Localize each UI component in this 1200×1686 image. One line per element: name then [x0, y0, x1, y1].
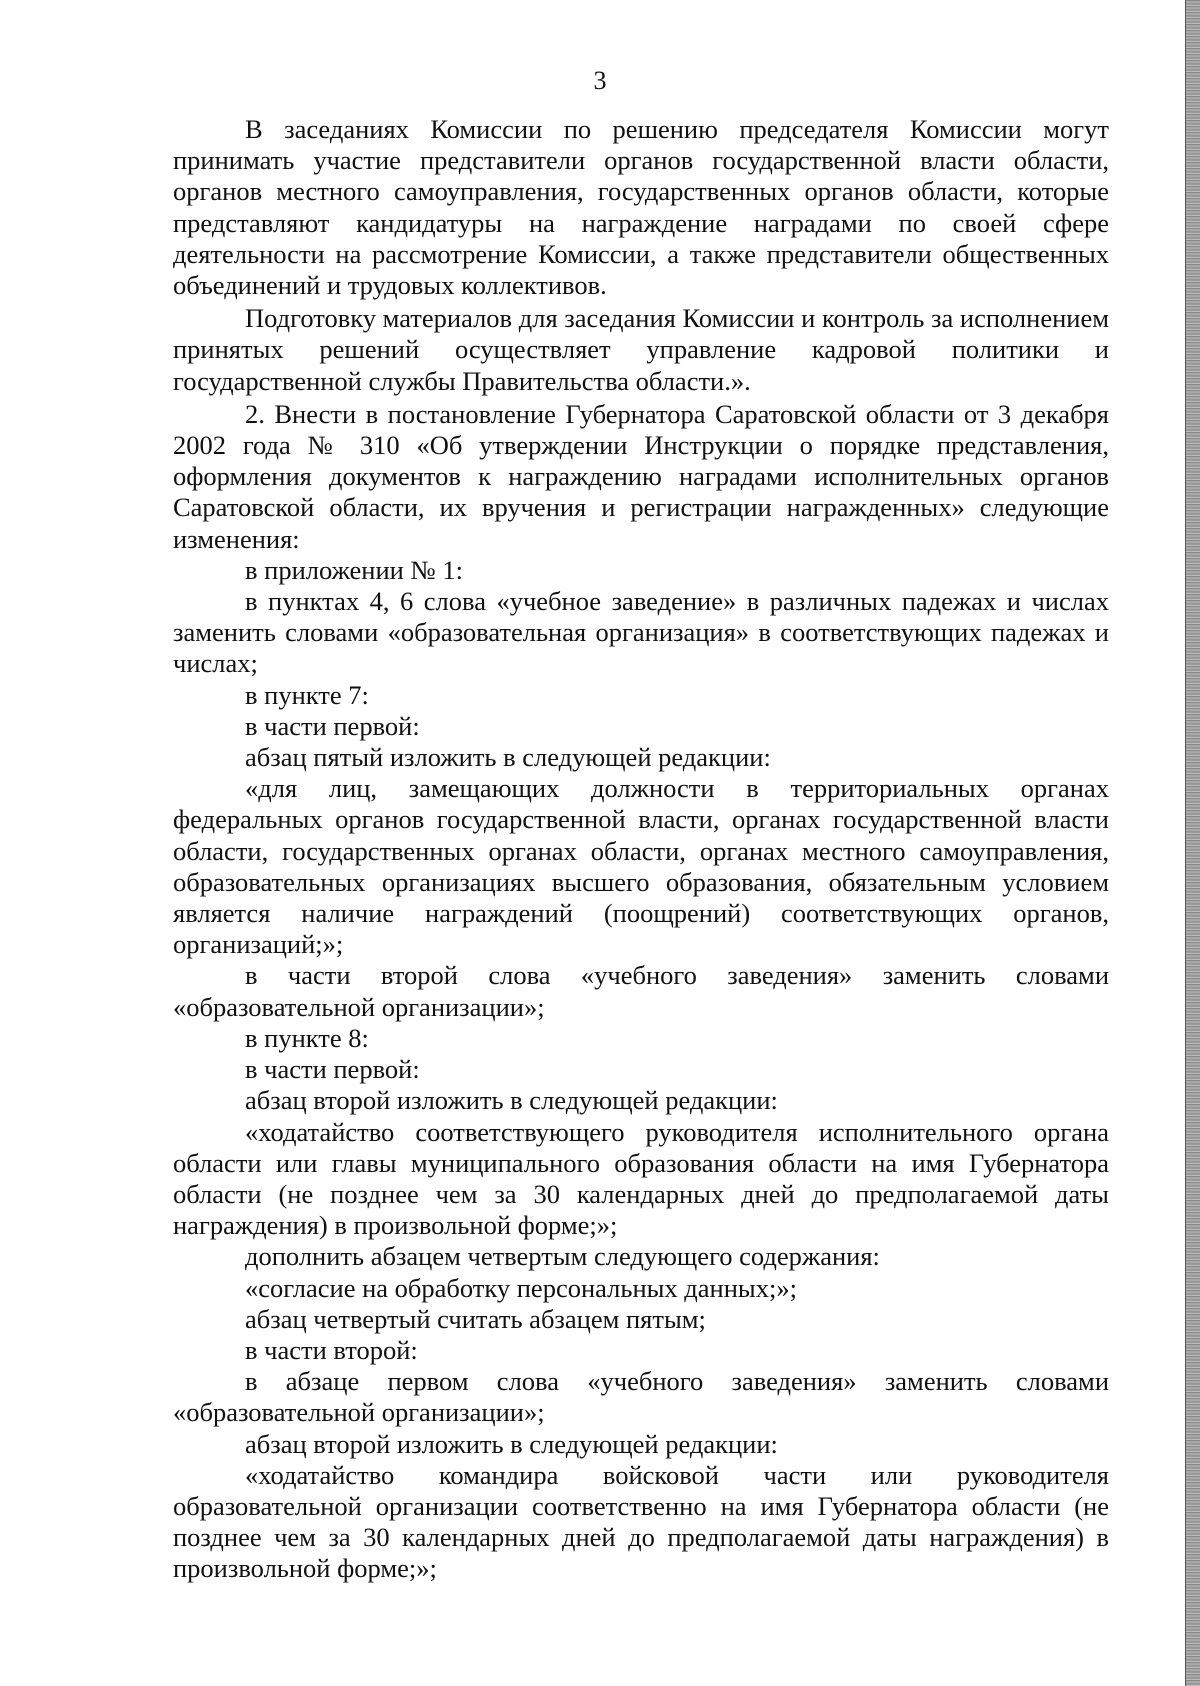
paragraph-quote-petition: «ходатайство соответствующего руководителя исполнительного органа области или главы муниципального образования области на имя Губернатора области (не позднее чем за 30 календарных дней до предполагаемой даты награждения) в произвольной форме;»; — [173, 1116, 1109, 1241]
page-number: 3 — [593, 66, 607, 95]
paragraph-materials-preparation: Подготовку материалов для заседания Комиссии и контроль за исполнением принятых решений осуществляет управление кадровой политики и государственной службы Правительства области.». — [173, 303, 1109, 396]
paragraph-part-two-replace: в части второй слова «учебного заведения» заменить словами «образовательной организации»; — [173, 960, 1109, 1022]
paragraph-item-2: 2. Внести в постановление Губернатора Саратовской области от 3 декабря 2002 года № 310 «Об утверждении Инструкции о порядке представления, оформления документов к награждению наградами исполнительных органов Саратовской области, их вручения и регистрации награжденных» следующие изменения: — [173, 398, 1109, 554]
paragraph-abzac-one-replace: в абзаце первом слова «учебного заведения» заменить словами «образовательной организации»; — [173, 1366, 1109, 1428]
paragraph-points-4-6: в пунктах 4, 6 слова «учебное заведение» в различных падежах и числах заменить словами «образовательная организация» в соответствующих падежах и числах; — [173, 586, 1109, 679]
paragraph-quote-commander: «ходатайство командира войсковой части или руководителя образовательной организации соответственно на имя Губернатора области (не позднее чем за 30 календарных дней до предполагаемой даты награждения) в произвольной форме;»; — [173, 1459, 1109, 1584]
paragraph-add-abzac-four: дополнить абзацем четвертым следующего содержания: — [245, 1241, 880, 1272]
paragraph-part-one-2: в части первой: — [245, 1054, 420, 1085]
paragraph-appendix-1: в приложении № 1: — [245, 554, 463, 585]
paragraph-abzac-two-2: абзац второй изложить в следующей редакции: — [245, 1428, 778, 1459]
paragraph-abzac-five: абзац пятый изложить в следующей редакции: — [245, 742, 771, 773]
scan-edge-shadow — [1185, 0, 1200, 1686]
paragraph-point-7: в пункте 7: — [245, 679, 369, 710]
paragraph-part-two: в части второй: — [245, 1334, 418, 1365]
paragraph-quote-consent: «согласие на обработку персональных данных;»; — [245, 1272, 797, 1303]
paragraph-abzac-two: абзац второй изложить в следующей редакции: — [245, 1085, 778, 1116]
paragraph-point-8: в пункте 8: — [245, 1022, 369, 1053]
paragraph-abzac-renumber: абзац четвертый считать абзацем пятым; — [245, 1303, 706, 1334]
document-body — [173, 114, 1109, 1585]
paragraph-commission-meetings: В заседаниях Комиссии по решению председателя Комиссии могут принимать участие представители органов государственной власти области, органов местного самоуправления, государственных органов области, которые представляют кандидатуры на награждение наградами по своей сфере деятельности на рассмотрение Комиссии, а также представители общественных объединений и трудовых коллективов. — [173, 114, 1109, 301]
paragraph-quote-officials: «для лиц, замещающих должности в территориальных органах федеральных органов государственной власти, органах государственной власти области, государственных органах области, органах местного самоуправления, образовательных организациях высшего образования, обязательным условием является наличие награждений (поощрений) соответствующих органов, организаций;»; — [173, 773, 1109, 960]
paragraph-part-one: в части первой: — [245, 710, 420, 741]
